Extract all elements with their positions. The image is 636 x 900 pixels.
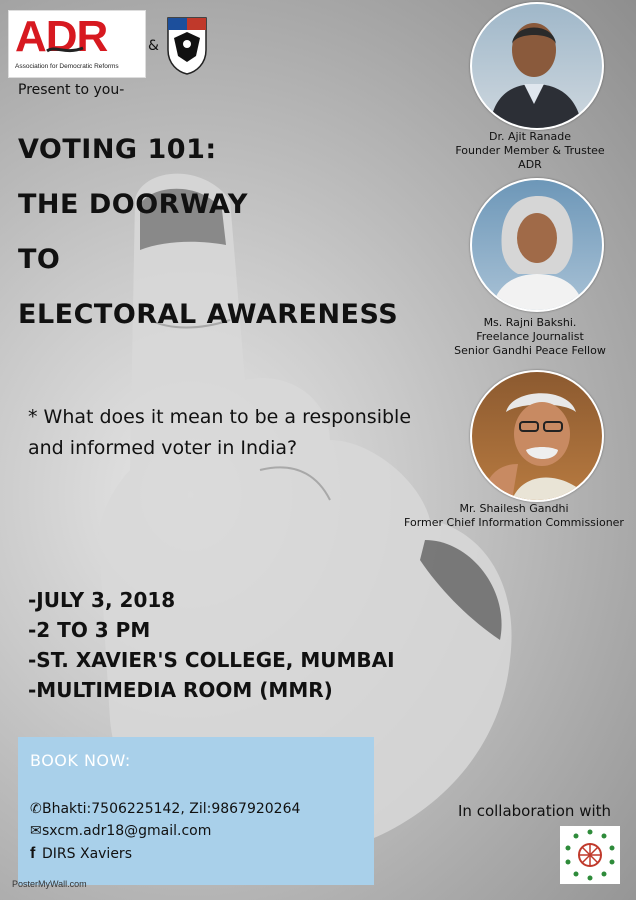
title-line-1: VOTING 101:	[18, 134, 217, 165]
facebook-text: DIRS Xaviers	[42, 846, 132, 862]
speaker-photo-2	[470, 178, 604, 312]
speaker-info-3	[392, 502, 636, 530]
dirs-logo	[560, 826, 620, 884]
booking-box	[18, 737, 374, 885]
adr-logo	[8, 10, 146, 78]
speaker-photo-3	[470, 370, 604, 502]
event-details	[28, 585, 395, 705]
email-icon: ✉	[30, 823, 42, 839]
booking-title: BOOK NOW:	[30, 751, 131, 770]
facebook-icon: f	[30, 845, 36, 862]
speaker-role-3: Former Chief Information Commissioner	[404, 516, 624, 529]
adr-tagline: Association for Democratic Reforms	[15, 63, 119, 70]
adr-logo-swoosh	[45, 45, 85, 55]
present-text: Present to you-	[18, 82, 125, 98]
collab-text: In collaboration with	[458, 802, 612, 820]
speaker-role-2: Freelance Journalist	[476, 330, 584, 343]
title-line-2: THE DOORWAY	[18, 189, 248, 220]
detail-date: -JULY 3, 2018	[28, 588, 176, 612]
speaker-photo-1	[470, 2, 604, 130]
contact-phone[interactable]	[30, 801, 300, 817]
speaker-name-3: Mr. Shailesh Gandhi	[459, 502, 569, 515]
email-text: sxcm.adr18@gmail.com	[42, 823, 212, 839]
speaker-org-1: ADR	[518, 158, 542, 171]
speaker-info-1	[425, 130, 635, 172]
phone-text: Bhakti:7506225142, Zil:9867920264	[42, 801, 301, 817]
question-text: * What does it mean to be a responsible and informed voter in India?	[28, 406, 412, 459]
header-logos	[8, 10, 218, 80]
speaker-name-1: Dr. Ajit Ranade	[488, 130, 572, 143]
speaker-org-2: Senior Gandhi Peace Fellow	[454, 344, 606, 357]
detail-room: -MULTIMEDIA ROOM (MMR)	[28, 678, 333, 702]
title-line-4: ELECTORAL AWARENESS	[18, 299, 399, 330]
detail-venue: -ST. XAVIER'S COLLEGE, MUMBAI	[28, 648, 395, 672]
speaker-role-1: Founder Member & Trustee	[455, 144, 605, 157]
ampersand: &	[148, 38, 159, 54]
speaker-name-2: Ms. Rajni Bakshi.	[483, 316, 577, 329]
contact-facebook[interactable]	[30, 845, 132, 863]
speaker-info-2	[425, 316, 635, 358]
phone-icon: ✆	[30, 801, 42, 817]
title-line-3: TO	[18, 244, 61, 275]
adr-logo-letters: ADR	[15, 12, 108, 61]
watermark: PosterMyWall.com	[12, 879, 87, 889]
detail-time: -2 TO 3 PM	[28, 618, 151, 642]
event-title	[18, 122, 398, 342]
contact-email[interactable]	[30, 823, 211, 839]
xaviers-crest-logo	[166, 16, 208, 76]
